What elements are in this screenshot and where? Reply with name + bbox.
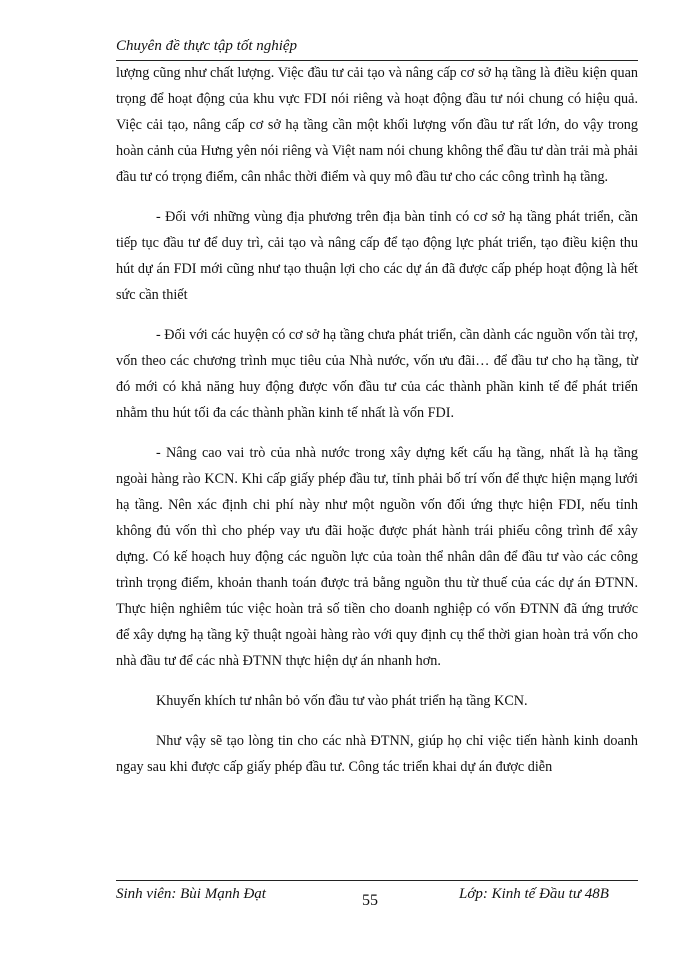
footer-divider [116, 880, 638, 881]
paragraph-6: Như vậy sẽ tạo lòng tin cho các nhà ĐTNN, giúp họ chỉ việc tiến hành kinh doanh ngay sau khi được cấp giấy phép đầu tư. Công tác triển khai dự án được diễn [116, 733, 638, 775]
document-body [116, 60, 638, 780]
paragraph-4: - Nâng cao vai trò của nhà nước trong xây dựng kết cấu hạ tầng, nhất là hạ tầng ngoài hàng rào KCN. Khi cấp giấy phép đầu tư, tỉnh phải bố trí vốn để thực hiện mạng lưới hạ tầng. Nên xác định chi phí này như một nguồn vốn đối ứng thực hiện FDI, nếu tỉnh không đủ vốn thì cho phép vay ưu đãi hoặc được phát hành trái phiếu công trình để xây dựng. Có kế hoạch huy động các nguồn lực của toàn thể nhân dân để đầu tư vào các công trình trọng điểm, khoản thanh toán được trả bằng nguồn thu từ thuế của các dự án ĐTNN. Thực hiện nghiêm túc việc hoàn trả số tiền cho doanh nghiệp có vốn ĐTNN đã ứng trước để xây dựng hạ tầng kỹ thuật ngoài hàng rào với quy định cụ thể thời gian hoàn trả vốn cho nhà đầu tư để các nhà ĐTNN thực hiện dự án nhanh hơn. [116, 445, 638, 669]
paragraph-1: lượng cũng như chất lượng. Việc đầu tư cải tạo và nâng cấp cơ sở hạ tầng là điều kiện quan trọng để hoạt động của khu vực FDI nói riêng và hoạt động đầu tư nói chung có hiệu quả. Việc cải tạo, nâng cấp cơ sở hạ tầng cần một khối lượng vốn đầu tư rất lớn, do vậy trong hoàn cảnh của Hưng yên nói riêng và Việt nam nói chung không thể đầu tư dàn trải mà phải đầu tư có trọng điểm, cân nhắc thời điểm và quy mô đầu tư cho các công trình hạ tầng. [116, 65, 638, 185]
footer-class: Lớp: Kinh tế Đầu tư 48B [459, 886, 609, 902]
page-header-title: Chuyên đề thực tập tốt nghiệp [116, 38, 298, 54]
paragraph-3: - Đối với các huyện có cơ sở hạ tầng chưa phát triển, cần dành các nguồn vốn tài trợ, vốn theo các chương trình mục tiêu của Nhà nước, vốn ưu đãi… để đầu tư cho hạ tầng, từ đó mới có khả năng huy động được vốn đầu tư của các thành phần kinh tế để phát triển nhằm thu hút tối đa các thành phần kinh tế nhất là vốn FDI. [116, 327, 638, 421]
paragraph-5: Khuyến khích tư nhân bỏ vốn đầu tư vào phát triển hạ tầng KCN. [156, 693, 528, 709]
page-number: 55 [362, 892, 378, 909]
footer-student: Sinh viên: Bùi Mạnh Đạt [116, 886, 266, 902]
paragraph-2: - Đối với những vùng địa phương trên địa bàn tỉnh có cơ sở hạ tầng phát triển, cần tiếp tục đầu tư để duy trì, cải tạo và nâng cấp để tạo động lực phát triển, tạo điều kiện thu hút dự án FDI mới cũng như tạo thuận lợi cho các dự án đã được cấp phép hoạt động là hết sức cần thiết [116, 209, 638, 303]
